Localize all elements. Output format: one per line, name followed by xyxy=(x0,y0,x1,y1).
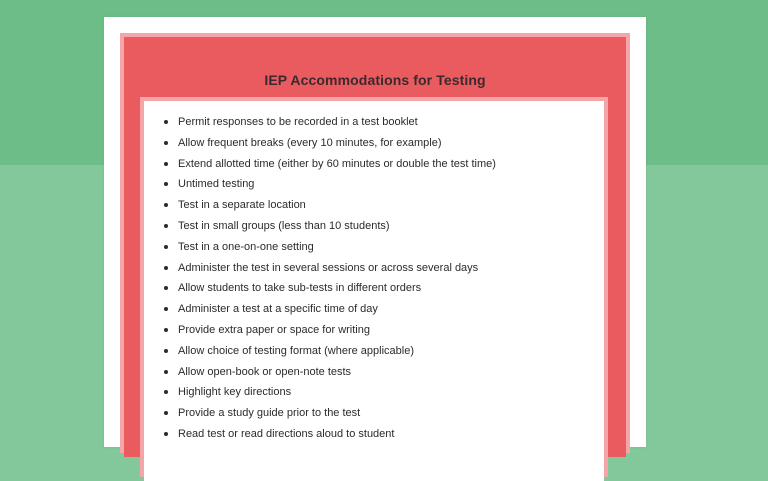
list-panel-border xyxy=(140,97,608,477)
list-item xyxy=(164,112,594,133)
worksheet-page xyxy=(104,17,646,447)
list-item-text: Allow students to take sub-tests in different orders xyxy=(178,282,422,295)
list-item-text: Highlight key directions xyxy=(178,386,292,399)
bullet-icon xyxy=(164,349,168,353)
list-item xyxy=(164,133,594,154)
bullet-icon xyxy=(164,432,168,436)
list-panel xyxy=(144,101,604,481)
list-item xyxy=(164,195,594,216)
bullet-icon xyxy=(164,307,168,311)
list-item-text: Provide a study guide prior to the test xyxy=(178,407,361,420)
bullet-icon xyxy=(164,286,168,290)
list-item xyxy=(164,320,594,341)
list-item xyxy=(164,154,594,175)
list-item xyxy=(164,299,594,320)
list-item xyxy=(164,216,594,237)
bullet-icon xyxy=(164,203,168,207)
list-item xyxy=(164,258,594,279)
list-item-text: Allow choice of testing format (where applicable) xyxy=(178,344,415,357)
list-item-text: Administer the test in several sessions or across several days xyxy=(178,261,479,274)
page-title: IEP Accommodations for Testing xyxy=(264,72,486,88)
list-item-text: Read test or read directions aloud to student xyxy=(178,427,395,440)
list-item xyxy=(164,424,594,445)
bullet-icon xyxy=(164,370,168,374)
list-item-text: Permit responses to be recorded in a test booklet xyxy=(178,116,418,128)
list-item xyxy=(164,382,594,403)
list-item xyxy=(164,362,594,383)
list-item xyxy=(164,174,594,195)
bullet-icon xyxy=(164,120,168,124)
bullet-icon xyxy=(164,224,168,228)
list-item-text: Test in a separate location xyxy=(178,199,306,212)
list-item-text: Untimed testing xyxy=(178,178,255,191)
bullet-icon xyxy=(164,182,168,186)
list-item xyxy=(164,403,594,424)
bullet-icon xyxy=(164,328,168,332)
list-item xyxy=(164,341,594,362)
list-item-text: Test in a one-on-one setting xyxy=(178,240,314,253)
bullet-icon xyxy=(164,162,168,166)
red-frame xyxy=(124,37,626,457)
bullet-icon xyxy=(164,411,168,415)
list-item-text: Allow frequent breaks (every 10 minutes, for example) xyxy=(178,136,442,149)
list-item xyxy=(164,237,594,258)
list-item-text: Allow open-book or open-note tests xyxy=(178,365,352,378)
accommodations-list xyxy=(164,112,594,445)
list-item-text: Administer a test at a specific time of day xyxy=(178,303,378,316)
list-item-text: Test in small groups (less than 10 students) xyxy=(178,219,390,232)
bullet-icon xyxy=(164,245,168,249)
frame-border xyxy=(120,33,630,453)
bullet-icon xyxy=(164,141,168,145)
bullet-icon xyxy=(164,266,168,270)
list-item-text: Provide extra paper or space for writing xyxy=(178,323,370,336)
bullet-icon xyxy=(164,390,168,394)
list-item xyxy=(164,278,594,299)
list-item-text: Extend allotted time (either by 60 minutes or double the test time) xyxy=(178,157,496,170)
